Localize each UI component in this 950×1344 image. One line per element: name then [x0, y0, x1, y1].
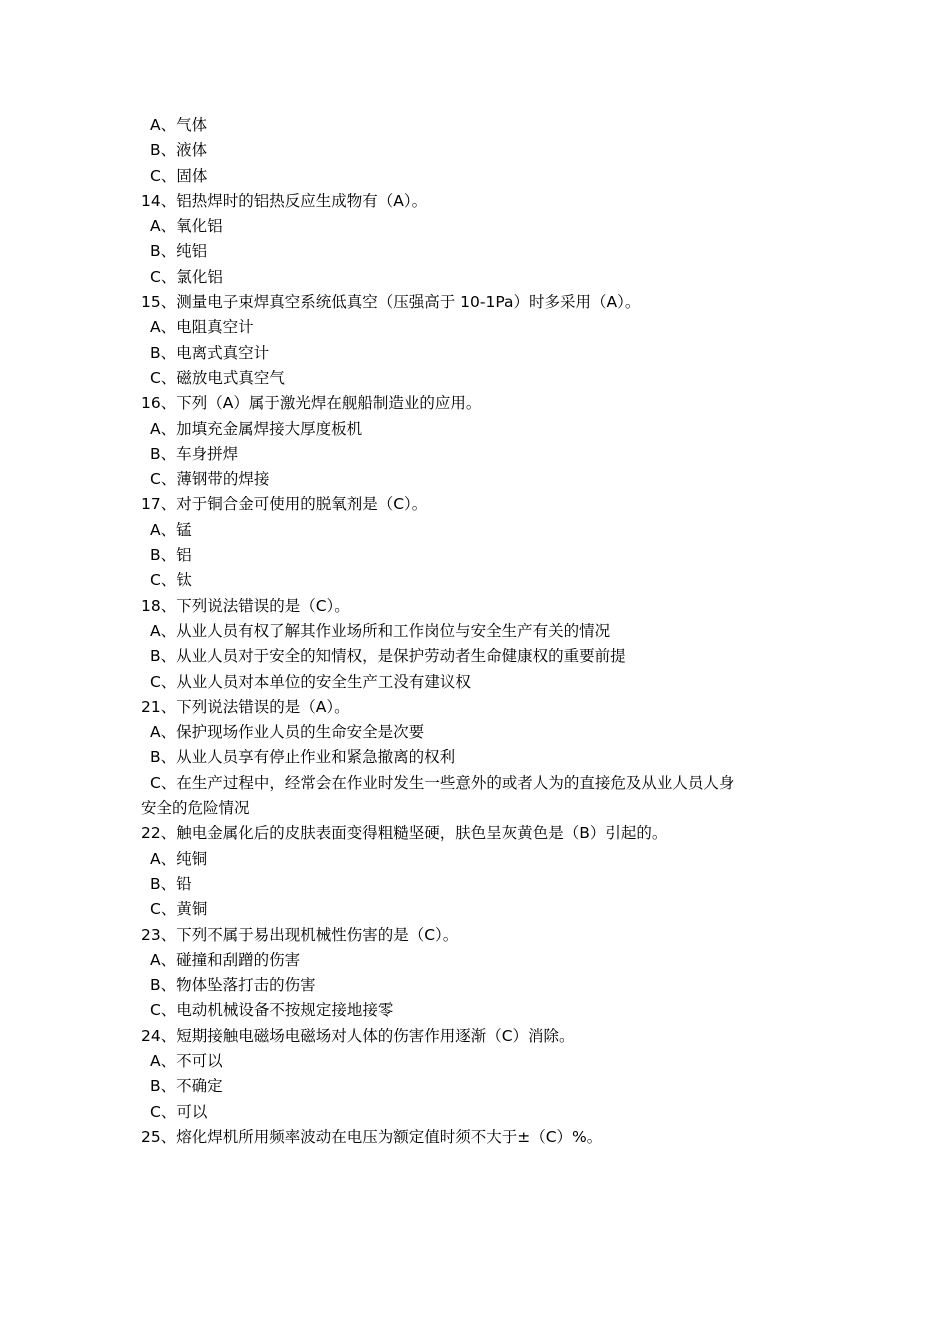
answer-option: A、加填充金属焊接大厚度板机	[150, 419, 363, 438]
question-text: 24、短期接触电磁场电磁场对人体的伤害作用逐渐（C）消除。	[141, 1026, 575, 1045]
answer-option: B、铝	[150, 546, 192, 565]
continuation-text: 安全的危险情况	[141, 799, 250, 818]
answer-option: B、从业人员对于安全的知情权，是保护劳动者生命健康权的重要前提	[150, 647, 626, 666]
question-list	[141, 113, 801, 1150]
answer-option: A、从业人员有权了解其作业场所和工作岗位与安全生产有关的情况	[150, 621, 611, 640]
answer-option: C、钛	[150, 571, 192, 590]
answer-option: A、锰	[150, 520, 192, 539]
question-text: 15、测量电子束焊真空系统低真空（压强高于 10-1Pa）时多采用（A）。	[141, 293, 641, 312]
answer-option: B、物体坠落打击的伤害	[150, 976, 316, 995]
answer-option: C、在生产过程中，经常会在作业时发生一些意外的或者人为的直接危及从业人员人身	[150, 773, 735, 792]
answer-option: C、黄铜	[150, 900, 208, 919]
answer-option: B、从业人员享有停止作业和紧急撤离的权利	[150, 748, 456, 767]
answer-option: C、从业人员对本单位的安全生产工没有建议权	[150, 672, 471, 691]
answer-option: B、铅	[150, 874, 192, 893]
answer-option: B、纯铝	[150, 242, 208, 261]
answer-option: A、氧化铝	[150, 217, 223, 236]
answer-option: C、薄钢带的焊接	[150, 470, 270, 489]
question-text: 23、下列不属于易出现机械性伤害的是（C）。	[141, 925, 459, 944]
question-text: 16、下列（A）属于激光焊在舰船制造业的应用。	[141, 394, 482, 413]
answer-option: C、可以	[150, 1102, 208, 1121]
answer-option: B、不确定	[150, 1077, 223, 1096]
answer-option: A、碰撞和刮蹭的伤害	[150, 950, 301, 969]
answer-option: B、车身拼焊	[150, 444, 239, 463]
answer-option: B、电离式真空计	[150, 343, 270, 362]
answer-option: C、电动机械设备不按规定接地接零	[150, 1001, 394, 1020]
question-text: 17、对于铜合金可使用的脱氧剂是（C）。	[141, 495, 428, 514]
question-text: 21、下列说法错误的是（A）。	[141, 697, 350, 716]
question-text: 22、触电金属化后的皮肤表面变得粗糙坚硬，肤色呈灰黄色是（B）引起的。	[141, 824, 668, 843]
answer-option: A、气体	[150, 116, 208, 134]
answer-option: A、电阻真空计	[150, 318, 254, 337]
question-text: 14、铝热焊时的铝热反应生成物有（A）。	[141, 191, 428, 210]
answer-option: A、保护现场作业人员的生命安全是次要	[150, 723, 425, 742]
answer-option: B、液体	[150, 141, 208, 160]
question-text: 25、熔化焊机所用频率波动在电压为额定值时须不大于±（C）%。	[141, 1127, 603, 1146]
answer-option: C、氯化铝	[150, 267, 223, 286]
answer-option: C、固体	[150, 166, 208, 185]
answer-option: A、纯铜	[150, 849, 208, 868]
answer-option: A、不可以	[150, 1051, 223, 1070]
question-text: 18、下列说法错误的是（C）。	[141, 596, 350, 615]
answer-option: C、磁放电式真空气	[150, 368, 285, 387]
